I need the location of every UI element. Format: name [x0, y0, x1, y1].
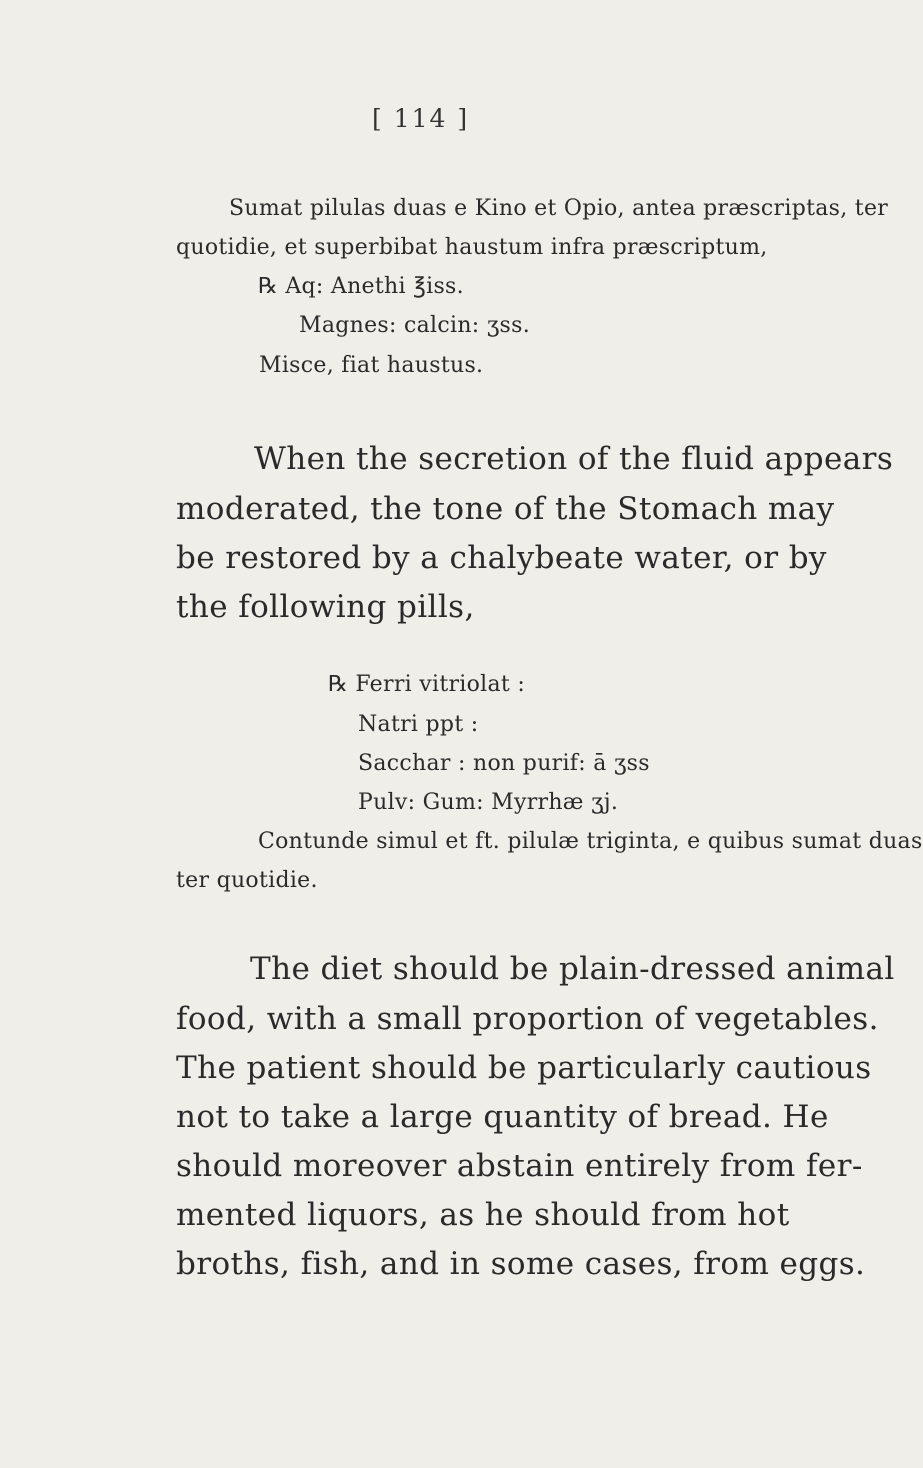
paragraph-line: When the secretion of the fluid appears [254, 441, 894, 477]
paragraph-line: broths, fish, and in some cases, from eggs. [176, 1246, 866, 1282]
latin-line: ℞ Aq: Anethi ℥iss. [258, 274, 464, 299]
paragraph-line: moderated, the tone of the Stomach may [176, 491, 835, 527]
recipe-line: Contunde simul et ft. pilulæ triginta, e quibus sumat duas [258, 829, 923, 854]
paragraph-line: should moreover abstain entirely from fer- [176, 1148, 863, 1184]
paragraph-line: be restored by a chalybeate water, or by [176, 540, 827, 576]
recipe-line: Natri ppt : [358, 712, 479, 737]
recipe-line: Pulv: Gum: Myrrhæ ʒj. [358, 790, 619, 815]
paragraph-line: food, with a small proportion of vegetables. [176, 1001, 879, 1037]
paragraph-line: The patient should be particularly cautious [176, 1050, 872, 1086]
recipe-line: ter quotidie. [176, 868, 318, 893]
recipe-line: ℞ Ferri vitriolat : [328, 672, 526, 697]
page-number: [ 114 ] [372, 104, 470, 133]
paragraph-line: not to take a large quantity of bread. He [176, 1099, 829, 1135]
paragraph-line: The diet should be plain-dressed animal [250, 951, 895, 987]
paragraph-line: mented liquors, as he should from hot [176, 1197, 790, 1233]
latin-line: Magnes: calcin: ʒss. [299, 313, 531, 338]
paragraph-line: the following pills, [176, 589, 475, 625]
latin-line: Misce, fiat haustus. [259, 353, 484, 378]
latin-line: Sumat pilulas duas e Kino et Opio, antea præscriptas, ter [229, 196, 889, 221]
recipe-line: Sacchar : non purif: ā ʒss [358, 751, 650, 776]
latin-line: quotidie, et superbibat haustum infra præscriptum, [176, 235, 768, 260]
